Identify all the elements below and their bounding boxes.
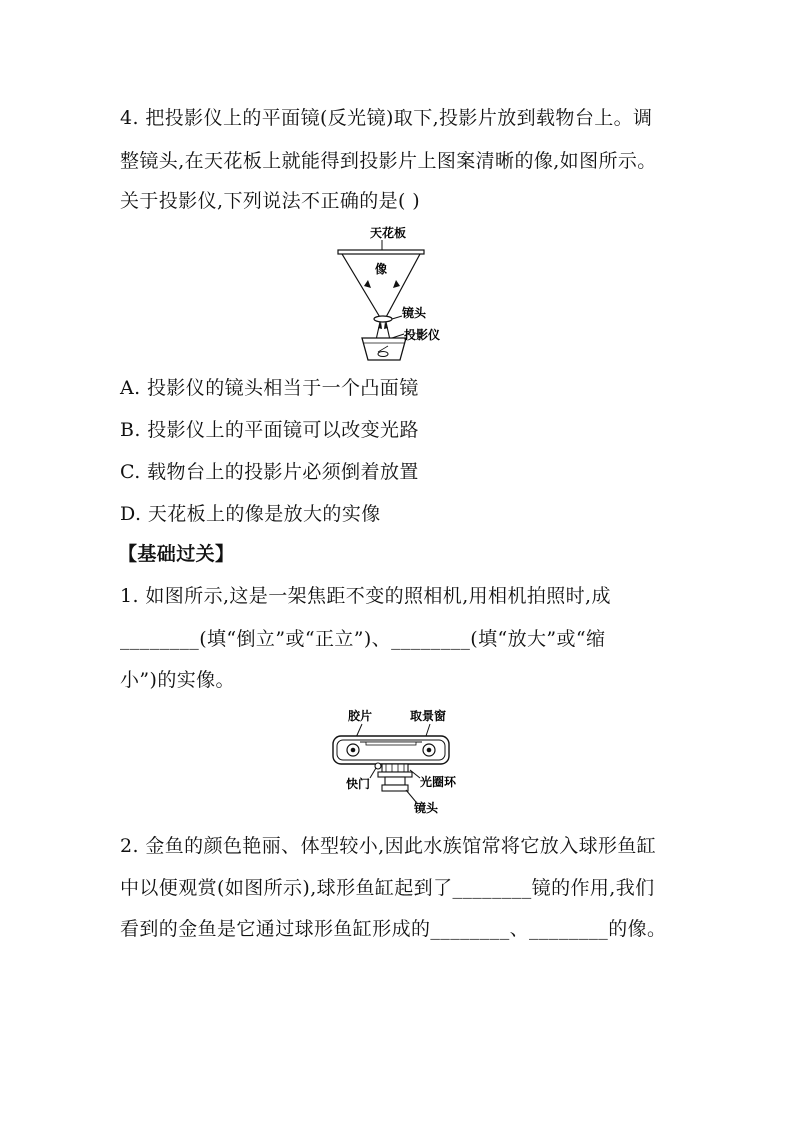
projector-bulb xyxy=(378,352,388,357)
camera-lens xyxy=(385,777,405,785)
shutter-label: 快门 xyxy=(346,777,371,791)
q2-stem-line-2: 中以便观赏(如图所示),球形鱼缸起到了________镜的作用,我们 xyxy=(120,877,655,899)
q1-stem-line-3: 小”)的实像。 xyxy=(120,669,235,691)
q4-option-b: B. 投影仪上的平面镜可以改变光路 xyxy=(120,419,419,441)
section-heading: 【基础过关】 xyxy=(118,543,235,565)
lens-label: 镜头 xyxy=(414,801,439,815)
q1-stem-line-2: ________(填“倒立”或“正立”)、________(填“放大”或“缩 xyxy=(120,628,606,650)
q4-stem-line-2: 整镜头,在天花板上就能得到投影片上图案清晰的像,如图所示。 xyxy=(120,150,657,172)
lens-shape xyxy=(374,316,392,322)
q1-stem-line-1: 1. 如图所示,这是一架焦距不变的照相机,用相机拍照时,成 xyxy=(120,585,611,607)
aperture-label: 光圈环 xyxy=(420,775,457,789)
q4-stem-line-3: 关于投影仪,下列说法不正确的是( ) xyxy=(120,190,421,212)
ceiling-board xyxy=(338,250,424,254)
projector-label: 投影仪 xyxy=(404,328,441,342)
viewfinder-label: 取景窗 xyxy=(410,709,447,723)
ceiling-label: 天花板 xyxy=(370,226,407,240)
film-label: 胶片 xyxy=(348,709,373,723)
lens-label: 镜头 xyxy=(402,306,427,320)
q4-stem-line-1: 4. 把投影仪上的平面镜(反光镜)取下,投影片放到载物台上。调 xyxy=(120,107,653,129)
q4-option-c: C. 载物台上的投影片必须倒着放置 xyxy=(120,461,419,483)
camera-figure xyxy=(326,706,478,816)
q4-option-a: A. 投影仪的镜头相当于一个凸面镜 xyxy=(120,377,419,399)
q4-option-d: D. 天花板上的像是放大的实像 xyxy=(120,503,381,525)
q2-stem-line-1: 2. 金鱼的颜色艳丽、体型较小,因此水族馆常将它放入球形鱼缸 xyxy=(120,835,657,857)
image-label: 像 xyxy=(375,262,388,276)
q2-stem-line-3: 看到的金鱼是它通过球形鱼缸形成的________、________的像。 xyxy=(120,918,667,940)
projector-figure xyxy=(330,222,480,370)
